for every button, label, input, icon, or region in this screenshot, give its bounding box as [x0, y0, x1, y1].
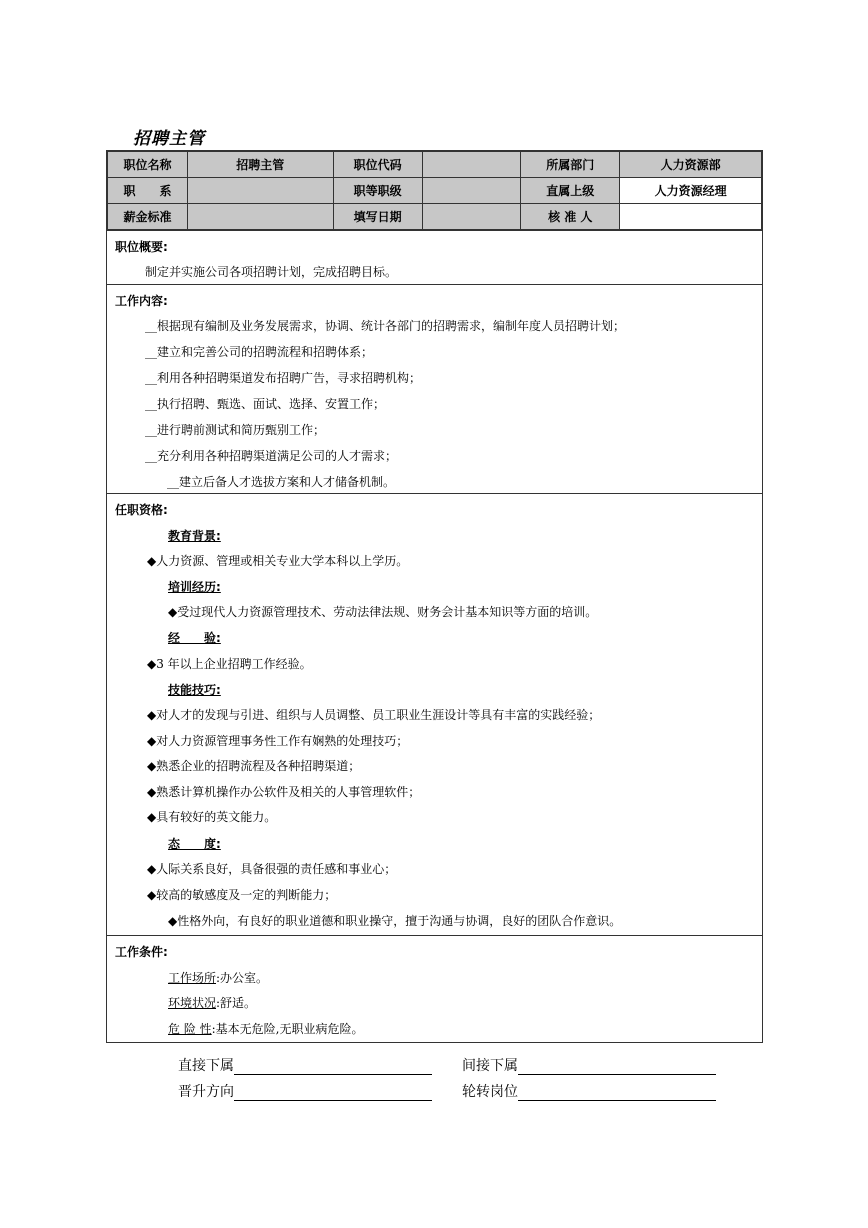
indirect-subordinate-label: 间接下属	[462, 1058, 518, 1074]
value-position-name: 招聘主管	[187, 152, 333, 178]
label-job-family: 职 系	[108, 178, 188, 204]
value-approver	[620, 204, 762, 230]
label-position-name: 职位名称	[108, 152, 188, 178]
attitude-item: ◆较高的敏感度及一定的判断能力；	[147, 888, 337, 902]
qualification-section	[107, 493, 762, 935]
rotation-position	[462, 1081, 716, 1101]
promotion-path-label: 晋升方向	[178, 1084, 234, 1100]
header-table	[107, 151, 762, 230]
rotation-position-blank	[518, 1086, 716, 1101]
indirect-subordinate	[462, 1055, 716, 1075]
experience-label: 经 验:	[168, 631, 221, 645]
work-place-value: :办公室。	[216, 971, 269, 985]
job-description-table	[106, 150, 763, 1043]
indirect-subordinate-blank	[518, 1060, 716, 1075]
header-row-1	[108, 152, 762, 178]
attitude-item: ◆性格外向，有良好的职业道德和职业操守，擅于沟通与协调，良好的团队合作意识。	[168, 914, 622, 928]
value-grade	[422, 178, 521, 204]
value-supervisor: 人力资源经理	[620, 178, 762, 204]
work-item: __建立后备人才选拔方案和人才储备机制。	[167, 475, 396, 489]
experience-item: ◆3 年以上企业招聘工作经验。	[147, 657, 312, 671]
label-department: 所属部门	[521, 152, 620, 178]
risk-value: :基本无危险,无职业病危险。	[211, 1022, 364, 1036]
work-place	[168, 969, 268, 986]
label-fill-date: 填写日期	[333, 204, 422, 230]
value-job-family	[187, 178, 333, 204]
work-item: __执行招聘、甄选、面试、选择、安置工作；	[145, 397, 386, 411]
training-label: 培训经历:	[168, 580, 221, 594]
attitude-item: ◆人际关系良好，具备很强的责任感和事业心；	[147, 862, 397, 876]
skills-item: ◆对人力资源管理事务性工作有娴熟的处理技巧；	[147, 734, 409, 748]
promotion-path	[178, 1081, 432, 1101]
work-title: 工作内容:	[115, 294, 168, 308]
conditions-section	[107, 935, 762, 1042]
header-row-3	[108, 204, 762, 230]
overview-title: 职位概要:	[115, 240, 168, 254]
direct-subordinate	[178, 1055, 432, 1075]
work-item: __根据现有编制及业务发展需求，协调、统计各部门的招聘需求，编制年度人员招聘计划；	[145, 319, 626, 333]
qualification-title: 任职资格:	[115, 503, 168, 517]
overview-text: 制定并实施公司各项招聘计划，完成招聘目标。	[145, 265, 398, 279]
direct-subordinate-label: 直接下属	[178, 1058, 234, 1074]
value-fill-date	[422, 204, 521, 230]
header-row-2	[108, 178, 762, 204]
page-title: 招聘主管	[133, 129, 205, 149]
label-approver: 核 准 人	[521, 204, 620, 230]
promotion-path-blank	[234, 1086, 432, 1101]
label-salary: 薪金标准	[108, 204, 188, 230]
education-label: 教育背景:	[168, 529, 221, 543]
conditions-title: 工作条件:	[115, 945, 168, 959]
skills-label: 技能技巧:	[168, 683, 221, 697]
work-section	[107, 284, 762, 493]
work-item: __利用各种招聘渠道发布招聘广告，寻求招聘机构；	[145, 371, 422, 385]
skills-item: ◆熟悉计算机操作办公软件及相关的人事管理软件；	[147, 785, 421, 799]
work-place-label: 工作场所	[168, 971, 217, 985]
environment	[168, 994, 256, 1011]
value-salary	[187, 204, 333, 230]
direct-subordinate-blank	[234, 1060, 432, 1075]
environment-value: :舒适。	[216, 996, 257, 1010]
education-item: ◆人力资源、管理或相关专业大学本科以上学历。	[147, 554, 409, 568]
risk-label: 危 险 性	[168, 1022, 212, 1036]
risk	[168, 1020, 364, 1037]
work-item: __进行聘前测试和简历甄别工作；	[145, 423, 326, 437]
work-item: __充分利用各种招聘渠道满足公司的人才需求；	[145, 449, 398, 463]
value-position-code	[422, 152, 521, 178]
attitude-label: 态 度:	[168, 837, 221, 851]
value-department: 人力资源部	[620, 152, 762, 178]
work-item: __建立和完善公司的招聘流程和招聘体系；	[145, 345, 374, 359]
skills-item: ◆具有较好的英文能力。	[147, 810, 277, 824]
label-position-code: 职位代码	[333, 152, 422, 178]
label-grade: 职等职级	[333, 178, 422, 204]
rotation-position-label: 轮转岗位	[462, 1084, 518, 1100]
label-supervisor: 直属上级	[521, 178, 620, 204]
environment-label: 环境状况	[168, 996, 217, 1010]
skills-item: ◆熟悉企业的招聘流程及各种招聘渠道；	[147, 759, 361, 773]
skills-item: ◆对人才的发现与引进、组织与人员调整、员工职业生涯设计等具有丰富的实践经验；	[147, 708, 601, 722]
training-item: ◆受过现代人力资源管理技术、劳动法律法规、财务会计基本知识等方面的培训。	[168, 605, 598, 619]
overview-section	[107, 230, 762, 284]
